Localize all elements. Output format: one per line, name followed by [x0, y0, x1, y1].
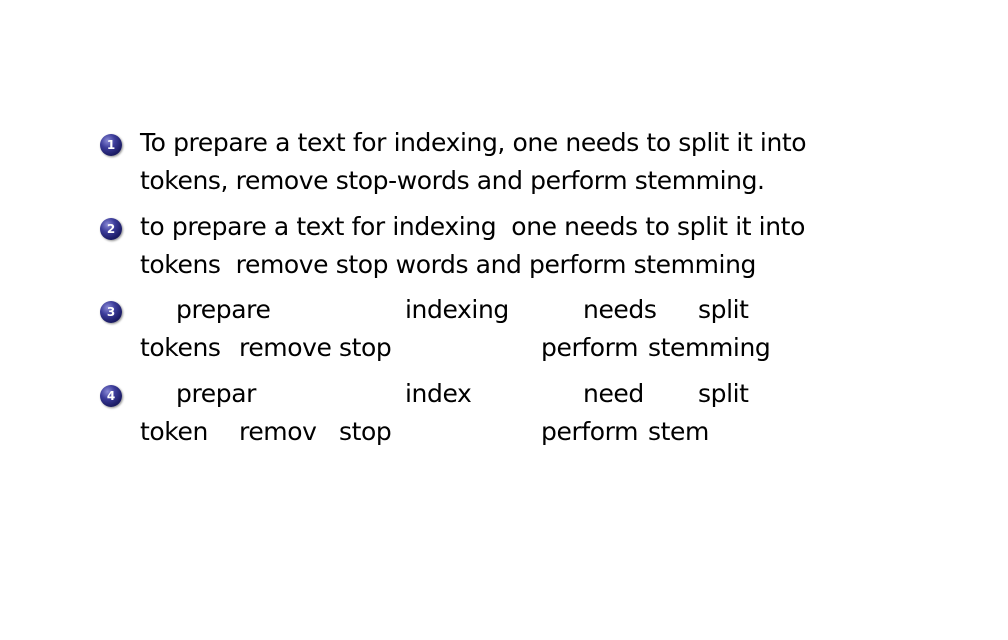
token: remove — [239, 333, 332, 362]
item-number-badge: 3 — [100, 301, 122, 323]
token: stop — [339, 417, 392, 446]
token: needs — [583, 295, 657, 324]
token: tokens — [140, 333, 221, 362]
token: perform — [541, 333, 639, 362]
token: prepar — [176, 379, 257, 408]
token: split — [698, 379, 749, 408]
item-1-line-2: tokens, remove stop-words and perform stemming. — [140, 166, 765, 195]
token: stem — [648, 417, 709, 446]
item-number-badge: 2 — [100, 218, 122, 240]
item-number-badge: 4 — [100, 385, 122, 407]
item-1-line-1: To prepare a text for indexing, one needs to split it into — [140, 128, 807, 157]
token: index — [405, 379, 472, 408]
token: perform — [541, 417, 639, 446]
item-2-line-1: to prepare a text for indexing one needs to split it into — [140, 212, 805, 241]
token: prepare — [176, 295, 271, 324]
item-4-line-1 — [0, 378, 1008, 410]
item-3-line-2 — [0, 332, 1008, 364]
item-4-line-2 — [0, 416, 1008, 448]
token: remov — [239, 417, 317, 446]
item-number-badge: 1 — [100, 134, 122, 156]
item-2-line-2: tokens remove stop words and perform stemming — [140, 250, 756, 279]
item-3-line-1 — [0, 294, 1008, 326]
token: stemming — [648, 333, 771, 362]
token: token — [140, 417, 208, 446]
token: stop — [339, 333, 392, 362]
token: indexing — [405, 295, 509, 324]
token: need — [583, 379, 644, 408]
token: split — [698, 295, 749, 324]
